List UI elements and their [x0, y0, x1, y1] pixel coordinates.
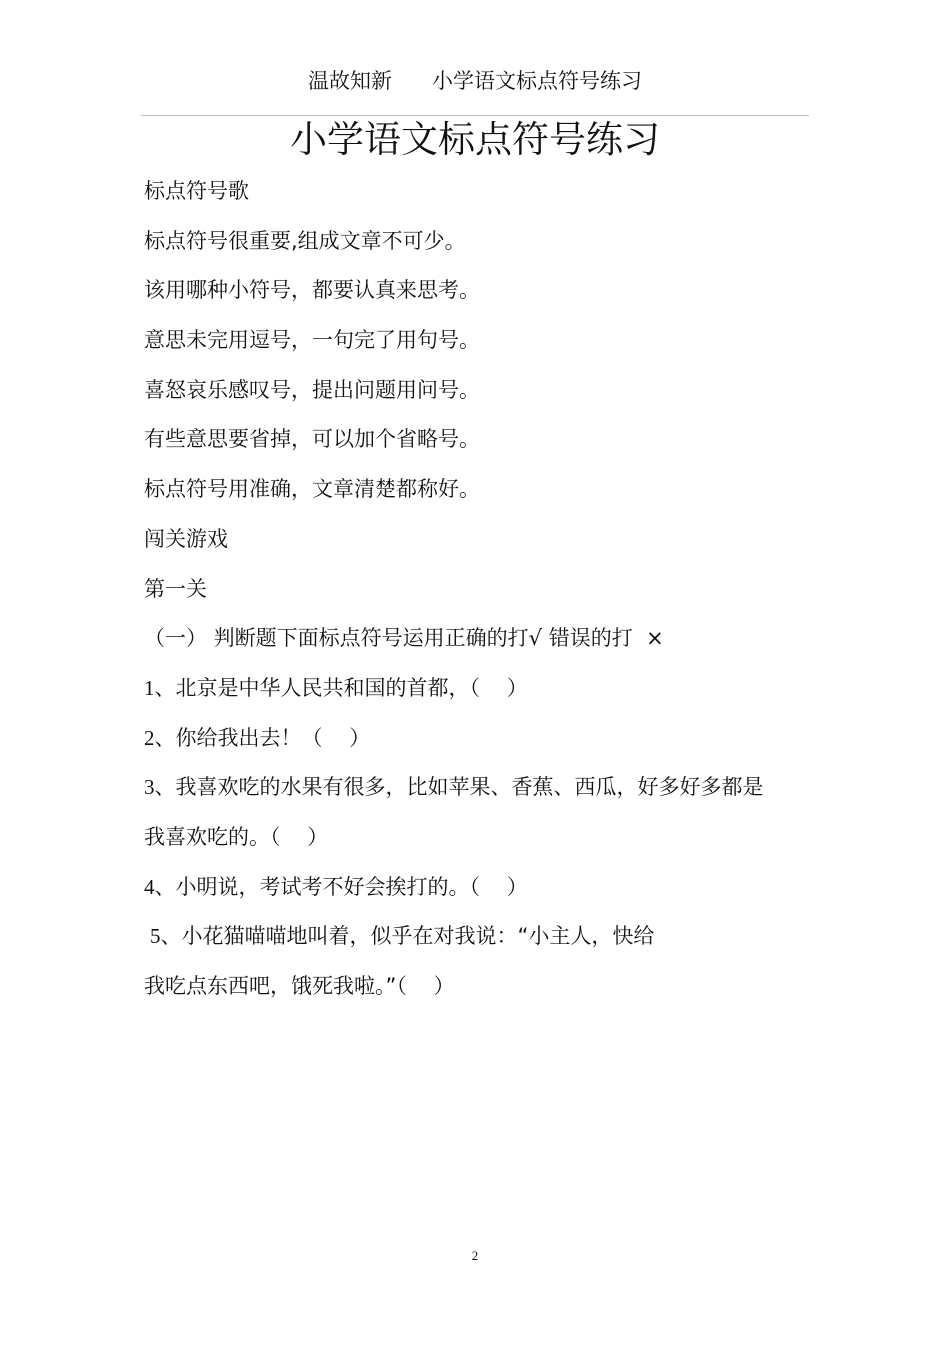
item-text: 、北京是中华人民共和国的首都，（ ） — [154, 675, 528, 700]
song-line: 有些意思要省掉，可以加个省略号。 — [144, 427, 480, 452]
song-line: 该用哪种小符号，都要认真来思考。 — [144, 278, 480, 303]
item-text: 、小花猫喵喵地叫着，似乎在对我说：“小主人，快给 — [160, 924, 655, 949]
item-text: 我吃点东西吧，饿死我啦。”（ ） — [144, 974, 455, 998]
document-title: 小学语文标点符号练习 — [290, 118, 660, 161]
exercise-item-4 — [144, 870, 809, 920]
song-line: 喜怒哀乐感叹号，提出问题用问号。 — [144, 377, 480, 402]
song-line: 标点符号用准确，文章清楚都称好。 — [144, 477, 480, 502]
item-text: 我喜欢吃的。（ ） — [144, 824, 329, 849]
exercise-instruction: （一） 判断题下面标点符号运用正确的打√ 错误的打 × — [144, 626, 664, 651]
exercise-item-3-continued — [144, 820, 809, 870]
item-number: 3 — [144, 775, 155, 800]
item-number: 2 — [144, 725, 155, 750]
item-text: 、我喜欢吃的水果有很多，比如苹果、香蕉、西瓜，好多好多都是 — [154, 775, 764, 800]
game-heading: 闯关游戏 — [144, 526, 228, 551]
item-number: 5 — [150, 924, 161, 949]
item-text: 、小明说，考试考不好会挨打的。（ ） — [154, 874, 528, 899]
item-number: 4 — [144, 874, 155, 899]
exercise-item-1 — [144, 671, 809, 721]
song-line: 标点符号很重要,组成文章不可少。 — [144, 228, 466, 253]
page-number: 2 — [471, 1248, 479, 1263]
item-number: 1 — [144, 675, 155, 700]
song-heading: 标点符号歌 — [144, 179, 249, 203]
exercise-item-2 — [144, 721, 809, 771]
item-text: 、你给我出去！（ ） — [154, 725, 371, 750]
level-heading: 第一关 — [144, 576, 207, 601]
exercise-item-5-continued — [144, 969, 809, 1019]
running-header: 温故知新 小学语文标点符号练习 — [307, 69, 643, 93]
song-line: 意思未完用逗号，一句完了用句号。 — [144, 328, 480, 353]
exercise-item-5 — [144, 919, 809, 969]
document-body — [144, 174, 809, 1019]
exercise-item-3 — [144, 770, 809, 820]
